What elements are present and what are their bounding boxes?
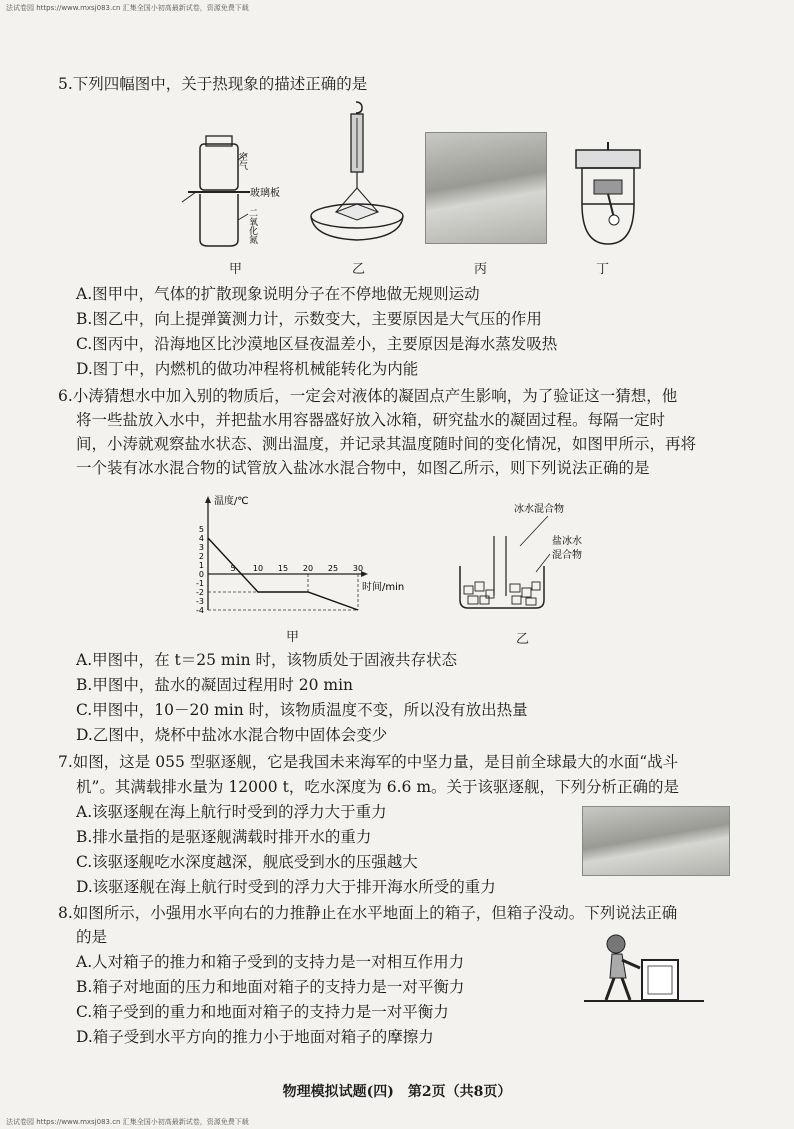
graph-xlabel: 时间/min <box>362 582 405 593</box>
q6-stem-line-3: 间，小涛就观察盐水状态、测出温度，并记录其温度随时间的变化情况，如图甲所示，再将 <box>76 435 697 453</box>
q8-option-b: B.箱子对地面的压力和地面对箱子的支持力是一对平衡力 <box>76 978 465 996</box>
q7-stem-line-1: 7.如图，这是 055 型驱逐舰，它是我国未来海军的中坚力量，是目前全球最大的水面“战斗 <box>58 753 679 771</box>
q8-push-box-figure <box>576 930 716 1010</box>
y-tick-label: 3 <box>198 543 204 552</box>
q7-option-a: A.该驱逐舰在海上航行时受到的浮力大于重力 <box>76 803 387 821</box>
label-air: 空气 <box>237 152 247 170</box>
x-tick-label: 15 <box>277 564 289 573</box>
q8-option-d: D.箱子受到水平方向的推力小于地面对箱子的摩擦力 <box>76 1028 434 1046</box>
label-salt-ice-2: 混合物 <box>552 550 582 561</box>
q5-option-a: A.图甲中，气体的扩散现象说明分子在不停地做无规则运动 <box>76 285 480 303</box>
q8-option-a: A.人对箱子的推力和箱子受到的支持力是一对相互作用力 <box>76 953 465 971</box>
q5-caption-ding: 丁 <box>596 262 610 277</box>
q5-figure-bing <box>425 132 547 244</box>
q5-figure-jia <box>178 130 288 255</box>
q5-caption-yi: 乙 <box>352 262 366 277</box>
x-tick-label: 20 <box>302 564 314 573</box>
y-tick-label: -1 <box>196 579 204 588</box>
q7-option-b: B.排水量指的是驱逐舰满载时排开水的重力 <box>76 828 372 846</box>
y-tick-label: 0 <box>198 570 204 579</box>
x-tick-label: 30 <box>352 564 364 573</box>
y-tick-label: 2 <box>198 552 204 561</box>
q8-stem-line-2: 的是 <box>76 928 108 946</box>
q6-option-b: B.甲图中，盐水的凝固过程用时 20 min <box>76 676 354 694</box>
q6-option-c: C.甲图中，10－20 min 时，该物质温度不变，所以没有放出热量 <box>76 701 528 719</box>
y-tick-label: 5 <box>198 525 204 534</box>
q6-caption-yi: 乙 <box>516 632 530 647</box>
label-no2: 二氧化氮 <box>247 208 257 244</box>
q5-caption-bing: 丙 <box>474 262 488 277</box>
q5-caption-jia: 甲 <box>229 262 243 277</box>
y-tick-label: -4 <box>196 606 204 615</box>
q7-option-c: C.该驱逐舰吃水深度越深，舰底受到水的压强越大 <box>76 853 418 871</box>
q7-option-d: D.该驱逐舰在海上航行时受到的浮力大于排开海水所受的重力 <box>76 878 496 896</box>
q6-caption-jia: 甲 <box>286 630 300 645</box>
q5-option-b: B.图乙中，向上提弹簧测力计，示数变大，主要原因是大气压的作用 <box>76 310 542 328</box>
q8-stem-line-1: 8.如图所示，小强用水平向右的力推静止在水平地面上的箱子，但箱子没动。下列说法正确 <box>58 904 678 922</box>
y-tick-label: -3 <box>196 597 204 606</box>
watermark-bottom: 法试卷园 https://www.mxsj083.cn 汇集全国小初高最新试卷，资源免费下载 <box>6 1118 249 1126</box>
page-footer: 物理模拟试题(四) 第2页（共8页） <box>282 1084 512 1100</box>
q5-option-d: D.图丁中，内燃机的做功冲程将机械能转化为内能 <box>76 360 419 378</box>
q5-figure-ding <box>570 140 645 250</box>
y-tick-label: 4 <box>198 534 204 543</box>
y-tick-label: -2 <box>196 588 204 597</box>
q8-option-c: C.箱子受到的重力和地面对箱子的支持力是一对平衡力 <box>76 1003 449 1021</box>
q6-option-d: D.乙图中，烧杯中盐冰水混合物中固体会变少 <box>76 726 388 744</box>
label-glass: 玻璃板 <box>250 188 280 199</box>
q6-stem-line-4: 一个装有冰水混合物的试管放入盐冰水混合物中，如图乙所示，则下列说法正确的是 <box>76 459 650 477</box>
q6-stem-line-2: 将一些盐放入水中，并把盐水用容器盛好放入冰箱，研究盐水的凝固过程。每隔一定时 <box>76 411 666 429</box>
x-tick-label: 10 <box>252 564 264 573</box>
label-salt-ice-1: 盐冰水 <box>552 536 582 547</box>
q7-stem-line-2: 机”。其满载排水量为 12000 t，吃水深度为 6.6 m。关于该驱逐舰，下列分析正确的是 <box>76 778 680 796</box>
q5-figure-yi <box>308 100 408 250</box>
watermark-top: 法试卷园 https://www.mxsj083.cn 汇集全国小初高最新试卷，资源免费下载 <box>6 4 249 12</box>
x-tick-label: 25 <box>327 564 339 573</box>
x-tick-label: 5 <box>230 564 236 573</box>
q6-temperature-graph <box>186 492 426 618</box>
y-tick-label: 1 <box>198 561 204 570</box>
q6-beaker-figure <box>450 496 630 616</box>
q6-option-a: A.甲图中，在 t＝25 min 时，该物质处于固液共存状态 <box>76 651 457 669</box>
q6-stem-line-1: 6.小涛猜想水中加入别的物质后，一定会对液体的凝固点产生影响，为了验证这一猜想，他 <box>58 387 678 405</box>
q5-option-c: C.图丙中，沿海地区比沙漠地区昼夜温差小，主要原因是海水蒸发吸热 <box>76 335 558 353</box>
graph-ylabel: 温度/℃ <box>214 496 249 507</box>
q7-destroyer-photo <box>582 806 730 876</box>
label-ice-water: 冰水混合物 <box>514 504 564 515</box>
q5-stem: 5.下列四幅图中，关于热现象的描述正确的是 <box>58 75 368 93</box>
